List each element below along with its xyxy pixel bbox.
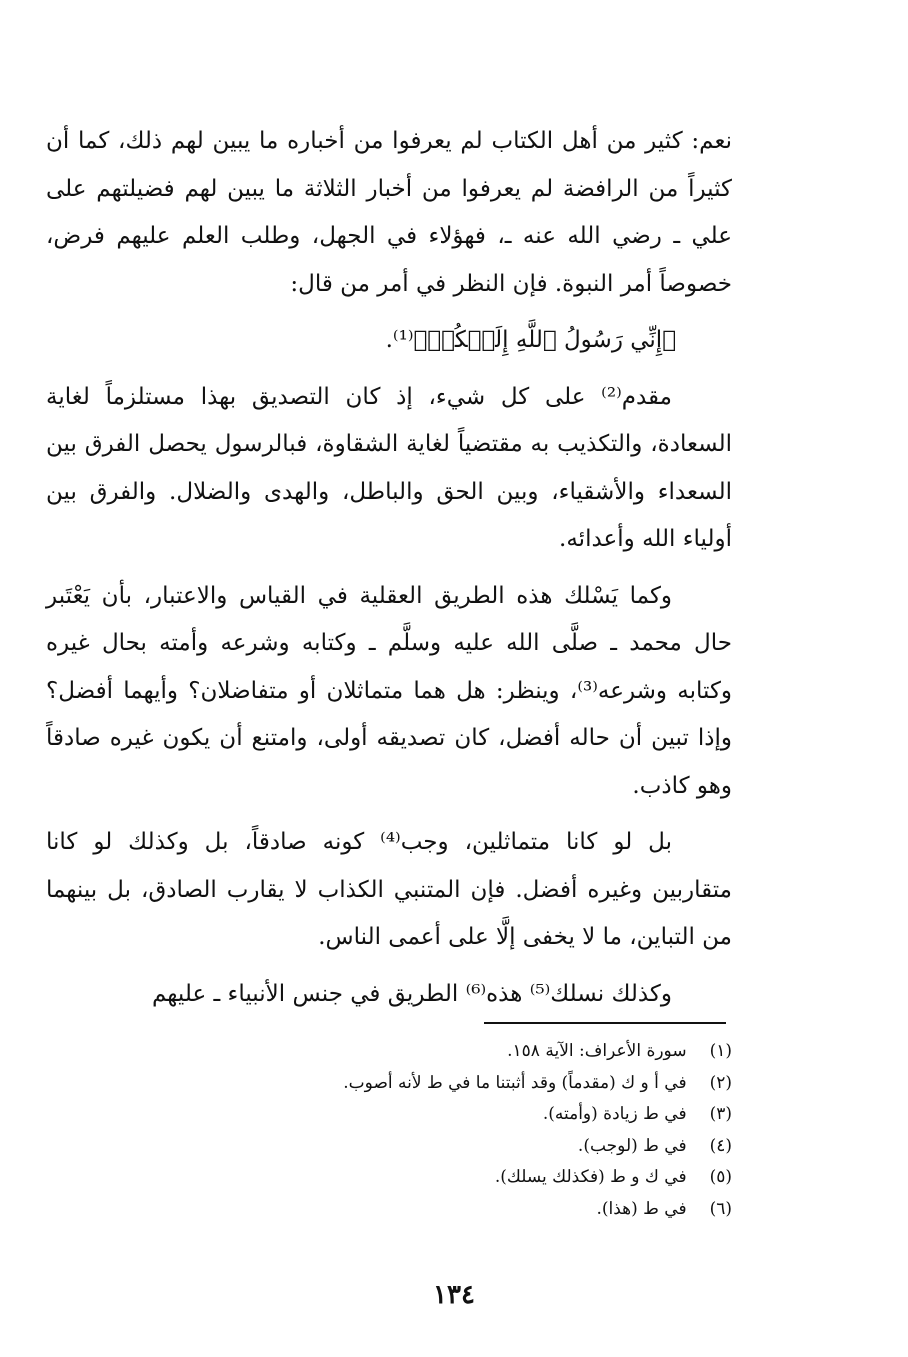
footnote-number: (٥)	[709, 1167, 732, 1187]
footnote-number: (١)	[709, 1041, 732, 1061]
paragraph: مقدم⁽²⁾ على كل شيء، إذ كان التصديق بهذا مستلزماً لغاية السعادة، والتكذيب به مقتضياً لغاية الشقاوة، فبالرسول يحصل الفرق بين السعداء والأشقياء، وبين الحق والباطل، والهدى والضلال. والفرق بين أولياء الله وأعدائه.	[46, 383, 732, 552]
paragraph: وكما يَسْلك هذه الطريق العقلية في القياس والاعتبار، بأن يَعْتَبر حال محمد ـ صلَّى الله عليه وسلَّم ـ وكتابه وشرعه وأمته بحال غيره وكتابه وشرعه⁽³⁾، وينظر: هل هما متماثلان أو متفاضلان؟ وأيهما أفضل؟ وإذا تبين أن حاله أفضل، كان تصديقه أولى، وامتنع أن يكون غيره صادقاً وهو كاذب.	[46, 582, 733, 799]
footnote-text: في أ و ك (مقدماً) وقد أثبتنا ما في ط لأنه أصوب.	[343, 1072, 687, 1093]
footnote	[200, 1194, 732, 1226]
footnote	[200, 1162, 732, 1194]
paragraph: بل لو كانا متماثلين، وجب⁽⁴⁾ كونه صادقاً، بل وكذلك لو كانا متقاربين وغيره أفضل. فإن المتنبي الكذاب لا يقارب الصادق، بل بينهما من التباين، ما لا يخفى إلَّا على أعمى الناس.	[46, 829, 732, 950]
footnote-number: (٤)	[709, 1135, 732, 1156]
quran-verse: ﴿إِنِّي رَسُولُ ٱللَّهِ إِلَيۡكُمۡ﴾⁽¹⁾.	[385, 327, 676, 353]
footnotes	[200, 1036, 732, 1225]
footnote-text: سورة الأعراف: الآية ١٥٨.	[507, 1041, 687, 1061]
footnote-number: (٢)	[709, 1072, 732, 1093]
footnote	[200, 1036, 732, 1068]
footnote-number: (٦)	[709, 1198, 732, 1219]
footnote-number: (٣)	[709, 1104, 732, 1124]
paragraph: نعم: كثير من أهل الكتاب لم يعرفوا من أخباره ما يبين لهم ذلك، كما أن كثيراً من الرافضة لم يعرفوا من أخبار الثلاثة ما يبين لهم فضيلتهم على علي ـ رضي الله عنه ـ، فهؤلاء في الجهل، وطلب العلم عليهم فرض، خصوصاً أمر النبوة. فإن النظر في أمر من قال:	[46, 128, 732, 297]
footnote-text: في ط (هذا).	[596, 1198, 687, 1219]
footnote-text: في ك و ط (فكذلك يسلك).	[494, 1167, 687, 1187]
footnote	[200, 1068, 732, 1100]
paragraph: وكذلك نسلك⁽⁵⁾ هذه⁽⁶⁾ الطريق في جنس الأنبياء ـ عليهم	[152, 980, 672, 1007]
page-number: ١٣٤	[433, 1280, 475, 1310]
footnote	[200, 1131, 732, 1163]
footnote-text: في ط (لوجب).	[577, 1135, 687, 1156]
main-text	[46, 118, 732, 1027]
footnote-separator	[484, 1022, 726, 1024]
footnote	[200, 1099, 732, 1131]
footnote-text: في ط زيادة (وأمته).	[542, 1104, 687, 1124]
